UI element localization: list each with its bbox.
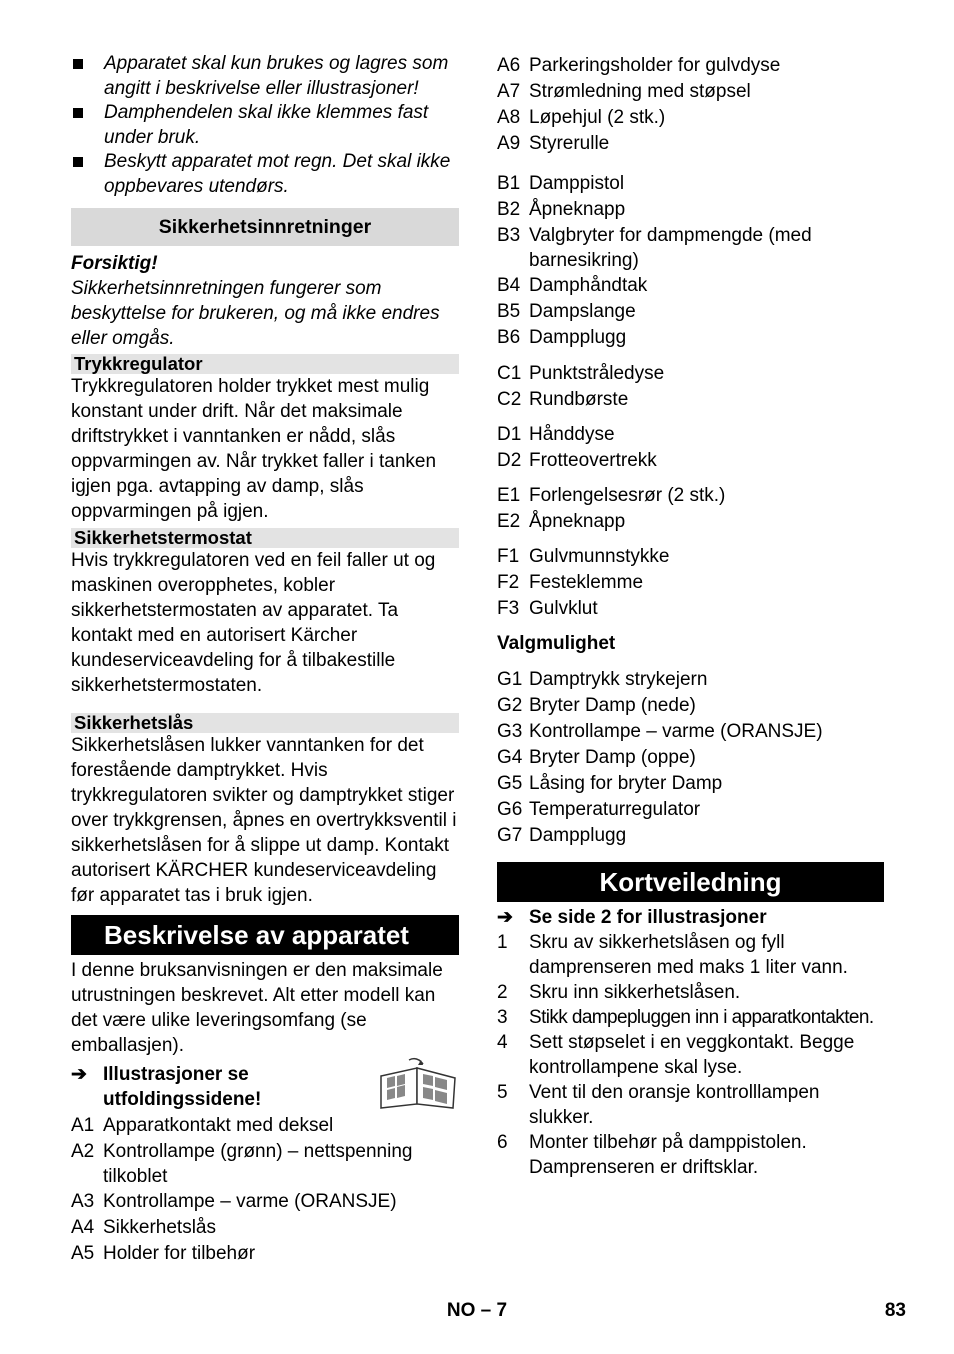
list-item: 1 Skru av sikkerhetslåsen og fyll damprenseren med maks 1 liter vann. xyxy=(497,932,848,978)
list-item: D2 Frotteovertrekk xyxy=(497,450,657,471)
list-item: A3 Kontrollampe – varme (ORANSJE) xyxy=(71,1191,397,1212)
book-icon xyxy=(377,1056,459,1110)
warning-bullets xyxy=(71,52,459,199)
section-text-pressure-regulator: Trykkregulatoren holder trykket mest mulig konstant under drift. Når det maksimale driftstrykket i vanntanken er nådd, slås oppvarmingen av. Når trykket faller i tanken igjen pga. avtapping av damp, slås oppvarmingen på igjen. xyxy=(71,376,437,522)
list-item: C1 Punktstråledyse xyxy=(497,363,665,384)
right-column xyxy=(497,53,884,1180)
list-item: B2 Åpneknapp xyxy=(497,199,626,220)
list-item: A7 Strømledning med støpsel xyxy=(497,81,751,102)
list-item: A9 Styrerulle xyxy=(497,133,610,154)
list-item: E2 Åpneknapp xyxy=(497,511,626,532)
list-item: A8 Løpehjul (2 stk.) xyxy=(497,107,666,128)
list-item: G5 Låsing for bryter Damp xyxy=(497,773,723,794)
option-heading: Valgmulighet xyxy=(497,633,616,654)
list-item: A5 Holder for tilbehør xyxy=(71,1243,256,1264)
component-list-c xyxy=(497,361,884,413)
list-item: B6 Dampplugg xyxy=(497,327,627,348)
list-item: G1 Damptrykk strykejern xyxy=(497,669,708,690)
section-title-pressure-regulator: Trykkregulator xyxy=(71,354,459,374)
list-item: G6 Temperaturregulator xyxy=(497,799,701,820)
illustration-ref: Illustrasjoner se utfoldingssidene! xyxy=(103,1064,262,1110)
list-item: G2 Bryter Damp (nede) xyxy=(497,695,696,716)
list-item: 5 Vent til den oransje kontrolllampen slukker. xyxy=(497,1082,820,1128)
list-item: 6 Monter tilbehør på damppistolen. Damprenseren er driftsklar. xyxy=(497,1132,807,1178)
left-column xyxy=(71,52,459,1267)
caution-label: Forsiktig! xyxy=(71,253,158,274)
quick-ref: Se side 2 for illustrasjoner xyxy=(529,907,767,928)
footer-section-label: NO – 7 xyxy=(446,1300,508,1321)
component-list-d xyxy=(497,422,884,474)
description-heading: Beskrivelse av apparatet xyxy=(71,915,459,955)
description-text: I denne bruksanvisningen er den maksimale utrustningen beskrevet. Alt etter modell kan det være ulike leveringsomfang (se emballasjen). xyxy=(71,960,443,1056)
quick-ref-row xyxy=(497,905,884,930)
bullet-item: Damphendelen skal ikke klemmes fast under bruk. xyxy=(71,101,459,150)
list-item: F2 Festeklemme xyxy=(497,572,644,593)
component-list-f xyxy=(497,544,884,622)
safety-heading: Sikkerhetsinnretninger xyxy=(71,208,459,246)
section-title-safety-lock: Sikkerhetslås xyxy=(71,713,459,733)
arrow-icon: ➔ xyxy=(497,907,513,928)
arrow-icon: ➔ xyxy=(71,1064,87,1085)
footer-page-number: 83 xyxy=(884,1300,906,1321)
component-list-e xyxy=(497,483,884,535)
quick-guide-heading: Kortveiledning xyxy=(497,862,884,902)
section-text-safety-lock: Sikkerhetslåsen lukker vanntanken for det forestående damptrykket. Hvis trykkregulatoren svikter og damptrykket stiger over trykkgrensen, åpnes en overtrykksventil i sikkerhetslåsen for å slippe ut damp. Kontakt autorisert KÄRCHER kundeserviceavdeling før apparatet tas i bruk igjen. xyxy=(71,735,457,906)
list-item: A6 Parkeringsholder for gulvdyse xyxy=(497,55,781,76)
list-item: B5 Dampslange xyxy=(497,301,636,322)
section-title-safety-thermostat: Sikkerhetstermostat xyxy=(71,528,459,548)
list-item: B1 Damppistol xyxy=(497,173,625,194)
list-item: F1 Gulvmunnstykke xyxy=(497,546,670,567)
bullet-item: Beskytt apparatet mot regn. Det skal ikke oppbevares utendørs. xyxy=(71,150,459,199)
list-item: G7 Dampplugg xyxy=(497,825,627,846)
illustration-ref-row xyxy=(71,1062,459,1112)
list-item: E1 Forlengelsesrør (2 stk.) xyxy=(497,485,726,506)
list-item: F3 Gulvklut xyxy=(497,598,598,619)
list-item: A2 Kontrollampe (grønn) – nettspenning tilkoblet xyxy=(71,1141,413,1187)
list-item: 3 Stikk dampepluggen inn i apparatkontakten. xyxy=(497,1007,874,1028)
list-item: A1 Apparatkontakt med deksel xyxy=(71,1115,334,1136)
list-item: C2 Rundbørste xyxy=(497,389,629,410)
caution-text: Sikkerhetsinnretningen fungerer som beskyttelse for brukeren, og må ikke endres eller omgås. xyxy=(71,278,440,349)
bullet-item: Apparatet skal kun brukes og lagres som angitt i beskrivelse eller illustrasjoner! xyxy=(71,52,459,101)
list-item: 2 Skru inn sikkerhetslåsen. xyxy=(497,982,741,1003)
list-item: A4 Sikkerhetslås xyxy=(71,1217,216,1238)
section-text-safety-thermostat: Hvis trykkregulatoren ved en feil faller ut og maskinen overopphetes, kobler sikkerhetstermostaten av apparatet. Ta kontakt med en autorisert Kärcher kundeserviceavdeling for å tilbakestille sikkerhetstermostaten. xyxy=(71,550,436,696)
list-item: B3 Valgbryter for dampmengde (med barnesikring) xyxy=(497,225,812,271)
component-list-a-cont xyxy=(497,53,884,157)
component-list-a xyxy=(71,1113,459,1267)
quick-steps xyxy=(497,930,884,1180)
list-item: G3 Kontrollampe – varme (ORANSJE) xyxy=(497,721,823,742)
component-list-b xyxy=(497,171,884,351)
list-item: B4 Damphåndtak xyxy=(497,275,648,296)
list-item: D1 Hånddyse xyxy=(497,424,615,445)
option-list-g xyxy=(497,667,884,849)
list-item: G4 Bryter Damp (oppe) xyxy=(497,747,696,768)
list-item: 4 Sett støpselet i en veggkontakt. Begge kontrollampene skal lyse. xyxy=(497,1032,855,1078)
